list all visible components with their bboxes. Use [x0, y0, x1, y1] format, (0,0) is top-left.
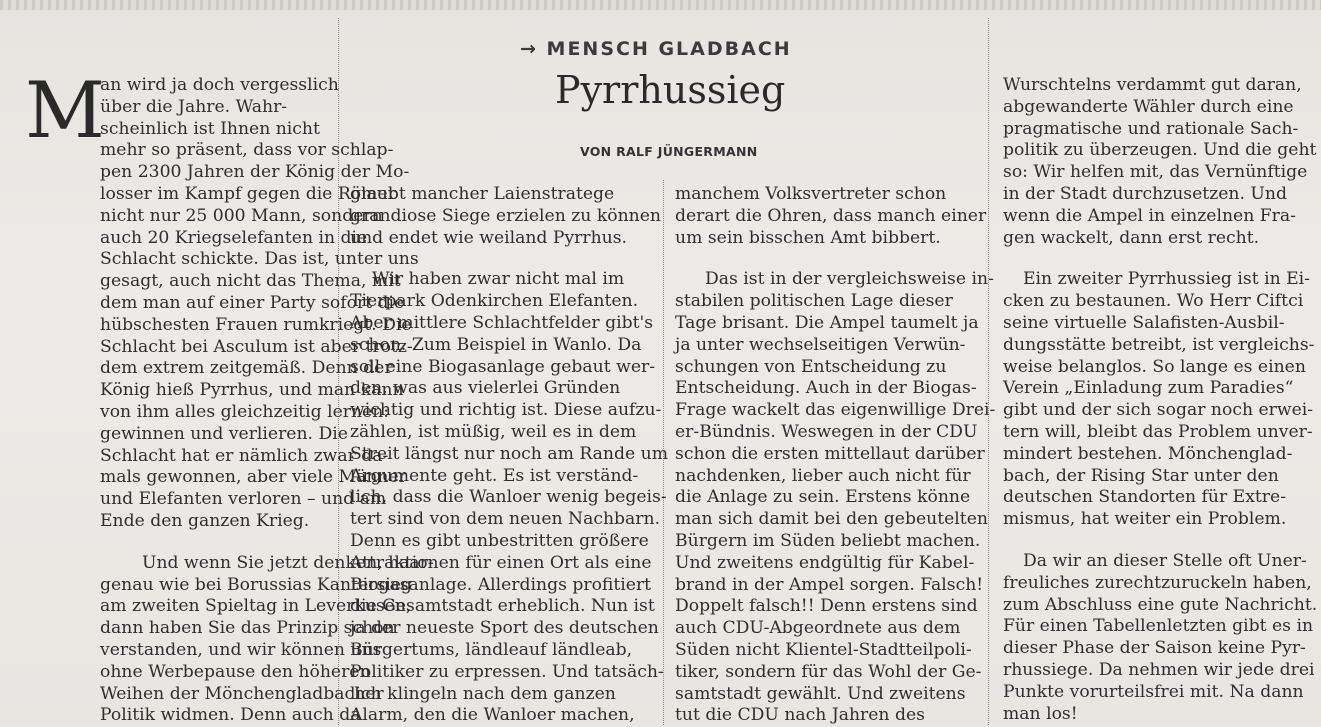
text-line: genau wie bei Borussias Kantersieg	[100, 574, 412, 595]
text-line: stabilen politischen Lage dieser	[675, 291, 953, 312]
text-line: nachdenken, lieber auch nicht für	[675, 465, 971, 486]
text-line: man sich damit bei den gebeutelten	[675, 509, 988, 530]
text-line: in der Stadt durchzusetzen. Und	[1003, 183, 1287, 204]
text-line: ja der neueste Sport des deutschen	[350, 618, 659, 639]
text-line: dieser Phase der Saison keine Pyr-	[1003, 638, 1306, 659]
paragraph-gap	[675, 249, 995, 269]
text-line: am zweiten Spieltag in Leverkusen,	[100, 596, 412, 617]
text-line: wichtig und richtig ist. Diese aufzu-	[350, 400, 662, 421]
text-line: dem man auf einer Party sofort die	[100, 292, 405, 313]
text-line: Ende den ganzen Krieg.	[100, 510, 310, 531]
text-line: Und zweitens endgültig für Kabel-	[675, 552, 975, 573]
text-line: Schlacht schickte. Das ist, unter uns	[100, 249, 419, 270]
text-line: politik zu überzeugen. Und die geht	[1003, 140, 1317, 161]
text-line: bach, der Rising Star unter den	[1003, 465, 1279, 486]
text-line: gesagt, auch nicht das Thema, mit	[100, 271, 401, 292]
text-line: tut die CDU nach Jahren des	[675, 705, 925, 726]
text-line: dann haben Sie das Prinzip schon	[100, 618, 395, 639]
text-line: die Anlage zu sein. Erstens könne	[675, 487, 971, 508]
text-line: Schlacht hat er nämlich zwar da-	[100, 445, 389, 466]
article-column-3	[675, 184, 995, 727]
text-line: Und wenn Sie jetzt denken, haar-	[142, 552, 434, 573]
text-line: Tage brisant. Die Ampel taumelt ja	[675, 312, 979, 333]
text-line: schon die ersten mittellaut darüber	[675, 443, 985, 464]
text-line: soll eine Biogasanlage gebaut wer-	[350, 356, 656, 377]
text-line: Argumente geht. Es ist verständ-	[350, 465, 639, 486]
text-line: Ein zweiter Pyrrhussieg ist in Ei-	[1023, 269, 1310, 290]
text-line: Für einen Tabellenletzten gibt es in	[1003, 616, 1314, 637]
text-line: deutschen Standorten für Extre-	[1003, 487, 1286, 508]
text-line: die Gesamtstadt erheblich. Nun ist	[350, 596, 655, 617]
text-line: dungsstätte betreibt, ist vergleichs-	[1003, 334, 1315, 355]
text-line: abgewanderte Wähler durch eine	[1003, 96, 1294, 117]
text-line: Punkte vorurteilsfrei mit. Na dann	[1003, 681, 1304, 702]
text-line: glaubt mancher Laienstratege	[350, 184, 615, 204]
text-line: Wurschtelns verdammt gut daran,	[1003, 75, 1302, 95]
text-line: dem extrem zeitgemäß. Denn der	[100, 358, 393, 379]
text-line: den, was aus vielerlei Gründen	[350, 378, 621, 399]
text-line: Frage wackelt das eigenwillige Drei-	[675, 400, 996, 421]
text-line: wenn die Ampel in einzelnen Fra-	[1003, 205, 1296, 226]
text-line: gibt und der sich sogar noch erwei-	[1003, 400, 1314, 421]
text-line: scheinlich ist Ihnen nicht	[100, 118, 320, 139]
text-line: rhussiege. Da nehmen wir jede drei	[1003, 659, 1315, 680]
text-line: Politik widmen. Denn auch da	[100, 705, 361, 726]
article-column-4	[1003, 75, 1317, 725]
text-line: mehr so präsent, dass vor schlap-	[100, 140, 394, 161]
paragraph-gap	[1003, 531, 1317, 551]
text-line: mals gewonnen, aber viele Männer	[100, 467, 407, 488]
section-kicker: → MENSCH GLADBACH	[520, 38, 792, 60]
text-line: Alarm, den die Wanloer machen,	[350, 705, 635, 726]
text-line: ohne Werbepause den höheren	[100, 661, 371, 682]
text-line: über die Jahre. Wahr-	[100, 96, 288, 117]
text-line: Süden nicht Klientel-Stadtteilpoli-	[675, 639, 972, 660]
text-line: nicht nur 25 000 Mann, sondern	[100, 205, 383, 226]
text-line: Entscheidung. Auch in der Biogas-	[675, 378, 977, 399]
text-line: grandiose Siege erzielen zu können	[350, 205, 661, 226]
text-line: Bürgertums, ländleauf ländleab,	[350, 639, 633, 660]
text-line: lich klingeln nach dem ganzen	[350, 683, 616, 704]
text-line: manchem Volksvertreter schon	[675, 184, 947, 204]
text-line: Tierpark Odenkirchen Elefanten.	[350, 291, 639, 312]
text-line: Doppelt falsch!! Denn erstens sind	[675, 596, 978, 617]
text-line: Attraktionen für einen Ort als eine	[350, 552, 652, 573]
drop-cap: M	[25, 66, 105, 156]
text-line: Schlacht bei Asculum ist aber trotz-	[100, 336, 413, 357]
text-line: pragmatische und rationale Sach-	[1003, 118, 1299, 139]
text-line: man los!	[1003, 703, 1078, 724]
text-line: Da wir an dieser Stelle oft Uner-	[1023, 550, 1307, 571]
text-line: König hieß Pyrrhus, und man kann	[100, 380, 404, 401]
text-line: verstanden, und wir können uns	[100, 639, 382, 660]
text-line: brand in der Ampel sorgen. Falsch!	[675, 574, 984, 595]
text-line: Das ist in der vergleichsweise in-	[705, 269, 994, 290]
article-headline: Pyrrhussieg	[555, 68, 786, 112]
text-line: zum Abschluss eine gute Nachricht.	[1003, 594, 1318, 615]
text-line: derart die Ohren, dass manch einer	[675, 205, 987, 226]
text-line: Verein „Einladung zum Paradies“	[1003, 378, 1294, 399]
text-line: schungen von Entscheidung zu	[675, 356, 947, 377]
text-line: Aber mittlere Schlachtfelder gibt's	[350, 312, 654, 333]
text-line: hübschesten Frauen rumkriegt. Die	[100, 314, 412, 335]
text-line: Weihen der Mönchengladbacher	[100, 683, 384, 704]
text-line: zählen, ist müßig, weil es in dem	[350, 421, 637, 442]
text-line: an wird ja doch vergesslich	[100, 75, 339, 95]
text-line: gewinnen und verlieren. Die	[100, 423, 348, 444]
text-line: losser im Kampf gegen die Römer	[100, 183, 396, 204]
text-line: er-Bündnis. Weswegen in der CDU	[675, 421, 978, 442]
text-line: um sein bisschen Amt bibbert.	[675, 227, 941, 248]
cut-off-previous-column-strip	[0, 0, 1321, 10]
text-line: Wir haben zwar nicht mal im	[372, 269, 625, 290]
text-line: schon. Zum Beispiel in Wanlo. Da	[350, 334, 642, 355]
paragraph-gap	[350, 249, 668, 269]
text-line: gen wackelt, dann erst recht.	[1003, 227, 1260, 248]
text-line: ja unter wechselseitigen Verwün-	[675, 334, 966, 355]
text-line: seine virtuelle Salafisten-Ausbil-	[1003, 312, 1285, 333]
text-line: tern will, bleibt das Problem unver-	[1003, 421, 1313, 442]
paragraph-gap	[1003, 249, 1317, 269]
text-line: Politiker zu erpressen. Und tatsäch-	[350, 661, 664, 682]
text-line: und endet wie weiland Pyrrhus.	[350, 227, 628, 248]
text-line: mismus, hat weiter ein Problem.	[1003, 509, 1287, 530]
text-line: pen 2300 Jahren der König der Mo-	[100, 162, 410, 183]
text-line: freuliches zurechtzuruckeln haben,	[1003, 572, 1312, 593]
text-line: mindert bestehen. Mönchenglad-	[1003, 443, 1293, 464]
text-line: von ihm alles gleichzeitig lernen:	[100, 401, 390, 422]
text-line: weise belanglos. So lange es einen	[1003, 356, 1306, 377]
text-line: Denn es gibt unbestritten größere	[350, 530, 649, 551]
text-line: tert sind von dem neuen Nachbarn.	[350, 509, 661, 530]
text-line: Bürgern im Süden beliebt machen.	[675, 530, 981, 551]
text-line: so: Wir helfen mit, das Vernünftige	[1003, 162, 1308, 183]
text-line: cken zu bestaunen. Wo Herr Ciftci	[1003, 291, 1304, 312]
text-line: Biogasanlage. Allerdings profitiert	[350, 574, 652, 595]
article-column-2	[350, 184, 668, 727]
text-line: Streit längst nur noch am Rande um	[350, 443, 669, 464]
text-line: auch CDU-Abgeordnete aus dem	[675, 618, 961, 639]
text-line: samtstadt gewählt. Und zweitens	[675, 683, 966, 704]
text-line: und Elefanten verloren – und am	[100, 489, 387, 510]
text-line: auch 20 Kriegselefanten in die	[100, 227, 368, 248]
text-line: lich, dass die Wanloer wenig begeis-	[350, 487, 667, 508]
article-byline: VON RALF JÜNGERMANN	[580, 144, 758, 159]
text-line: tiker, sondern für das Wohl der Ge-	[675, 661, 982, 682]
